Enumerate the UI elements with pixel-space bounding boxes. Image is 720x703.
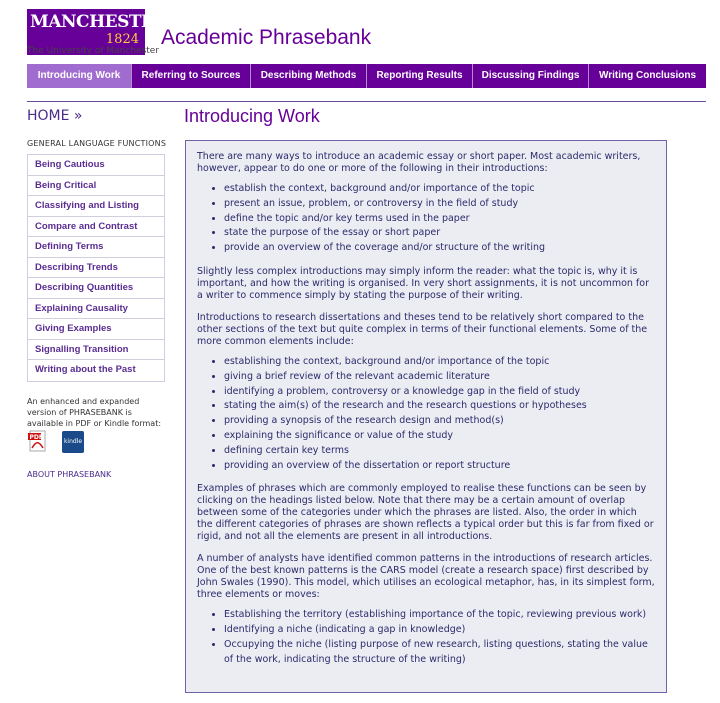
list-item: • providing an overview of the dissertation or report structure <box>224 459 655 474</box>
list-item: • defining certain key terms <box>224 444 655 459</box>
list-item: • Identifying a niche (indicating a gap in knowledge) <box>224 623 655 638</box>
paragraph: Introductions to research dissertations and theses tend to be relatively short compared to the other sections of the text but quite complex in terms of their functional elements. Some of the more common elements include: <box>197 311 648 347</box>
tab-introducing-work[interactable]: Introducing Work <box>27 64 132 88</box>
sidebar-heading: GENERAL LANGUAGE FUNCTIONS <box>27 139 167 148</box>
list-item: • providing a synopsis of the research design and method(s) <box>224 414 655 429</box>
sidebar-item-compare-and-contrast[interactable]: Compare and Contrast <box>28 217 164 238</box>
divider <box>27 101 706 102</box>
list-item: • explaining the significance or value of the study <box>224 429 655 444</box>
kindle-icon[interactable] <box>62 431 84 453</box>
logo-word: MANCHESTER <box>30 12 168 32</box>
about-phrasebank-link[interactable]: ABOUT PHRASEBANK <box>27 470 112 479</box>
cars-moves-list <box>197 608 655 667</box>
main-nav <box>27 64 706 88</box>
sidebar-item-classifying-and-listing[interactable]: Classifying and Listing <box>28 196 164 217</box>
sidebar-menu <box>27 154 165 382</box>
sidebar-item-signalling-transition[interactable]: Signalling Transition <box>28 340 164 361</box>
essay-functions-list <box>197 182 655 256</box>
paragraph: Examples of phrases which are commonly employed to realise these functions can be seen by clicking on the headings listed below. Note that there may be a certain amount of overlap between some of the categories under which the phrases are listed. Also, the order in which the different categories of phrases are shown reflects a typical order but this is far from fixed or rigid, and not all the elements are present in all introductions. <box>197 483 654 543</box>
list-item: • Establishing the territory (establishing importance of the topic, reviewing previous work) <box>224 608 655 623</box>
dissertation-elements-list <box>197 355 655 473</box>
tab-describing-methods[interactable]: Describing Methods <box>251 64 367 88</box>
sidebar-item-being-cautious[interactable]: Being Cautious <box>28 155 164 176</box>
sidebar-item-giving-examples[interactable]: Giving Examples <box>28 319 164 340</box>
paragraph: A number of analysts have identified common patterns in the introductions of research articles. One of the best known patterns is the CARS model (create a research space) first described by John Swales (1990). This model, which utilises an ecological metaphor, has, in its simplest form, three elements or moves: <box>197 553 655 601</box>
sidebar-item-describing-trends[interactable]: Describing Trends <box>28 258 164 279</box>
list-item: • stating the aim(s) of the research and the research questions or hypotheses <box>224 399 655 414</box>
university-name: The University of Manchester <box>27 46 160 56</box>
list-item: • establish the context, background and/or importance of the topic <box>224 182 655 197</box>
content-panel <box>185 140 667 693</box>
sidebar-item-being-critical[interactable]: Being Critical <box>28 176 164 197</box>
logo-year: 1824 <box>105 32 139 47</box>
kindle-icon-label: kindle <box>63 438 83 445</box>
tab-discussing-findings[interactable]: Discussing Findings <box>473 64 589 88</box>
list-item: • establishing the context, background and/or importance of the topic <box>224 355 655 370</box>
tab-reporting-results[interactable]: Reporting Results <box>367 64 473 88</box>
intro-paragraph: There are many ways to introduce an academic essay or short paper. Most academic writers, however, appear to do one or more of the following in their introductions: <box>197 151 641 174</box>
sidebar-item-describing-quantities[interactable]: Describing Quantities <box>28 278 164 299</box>
list-item: • define the topic and/or key terms used in the paper <box>224 212 655 227</box>
page-title: Introducing Work <box>184 106 320 126</box>
home-link[interactable]: HOME » <box>27 108 83 124</box>
list-item: • Occupying the niche (listing purpose of new research, listing questions, stating the value of the work, indicating the structure of the writing) <box>224 638 655 668</box>
list-item: • giving a brief review of the relevant academic literature <box>224 370 655 385</box>
list-item: • identifying a problem, controversy or a knowledge gap in the field of study <box>224 385 655 400</box>
sidebar-item-defining-terms[interactable]: Defining Terms <box>28 237 164 258</box>
list-item: • present an issue, problem, or controversy in the field of study <box>224 197 655 212</box>
list-item: • state the purpose of the essay or short paper <box>224 226 655 241</box>
phrasebank-promo: An enhanced and expanded version of PHRASEBANK is available in PDF or Kindle format: <box>27 397 162 428</box>
list-item: • provide an overview of the coverage and/or structure of the writing <box>224 241 655 256</box>
paragraph: Slightly less complex introductions may simply inform the reader: what the topic is, why it is important, and how the writing is organised. In very short assignments, it is not uncommon for a writer to commence simply by stating the purpose of their writing. <box>197 265 649 301</box>
tab-writing-conclusions[interactable]: Writing Conclusions <box>598 70 697 81</box>
pdf-icon[interactable] <box>27 430 49 452</box>
tab-referring-to-sources[interactable]: Referring to Sources <box>132 64 251 88</box>
sidebar-item-writing-about-the-past[interactable]: Writing about the Past <box>35 364 136 375</box>
svg-text:PDF: PDF <box>29 434 43 441</box>
sidebar-item-explaining-causality[interactable]: Explaining Causality <box>28 299 164 320</box>
site-title[interactable]: Academic Phrasebank <box>161 26 372 49</box>
